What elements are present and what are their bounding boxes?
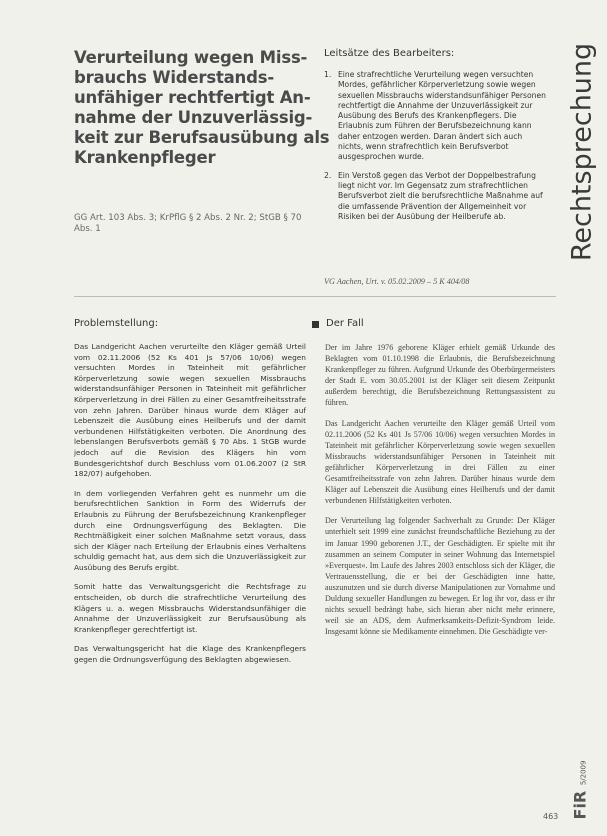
problem-paragraph: In dem vorliegenden Verfahren geht es nunmehr um die berufsrechtlichen Sanktion in Form des Widerrufs der Erlaubnis zu Führung der Berufsbezeichnung Krankenpfleger durch eine Ordnungsverfügung des Beklagten. Die Rechtmäßigkeit einer solchen Maßnahme setzt voraus, dass sich der Kläger nach Erteilung der Erlaubnis eines Verhaltens schuldig gemacht hat, aus dem sich die Unzuverlässigkeit zur Ausübung des Berufs ergibt. bbox=[74, 488, 306, 572]
leitsaetze-heading: Leitsätze des Bearbeiters: bbox=[324, 48, 455, 59]
leitsatz-item bbox=[324, 70, 548, 163]
problem-heading: Problemstellung: bbox=[74, 318, 159, 329]
title-line: brauchs Widerstands- bbox=[74, 68, 274, 87]
section-tab-label: Rechtsprechung bbox=[566, 42, 598, 262]
leitsatz-item bbox=[324, 171, 548, 222]
article-title bbox=[74, 48, 330, 168]
section-bullet bbox=[312, 321, 319, 328]
fall-paragraph: Der im Jahre 1976 geborene Kläger erhielt gemäß Urkunde des Beklagten vom 01.10.1998 die Erlaubnis, die Berufsbezeichnung Krankenpfleger zu führen. Aufgrund Urkunde des Oberbürgermeisters der Stadt E. vom 30.05.2001 ist der Kläger seit diesem Zeitpunkt außerdem berechtigt, die Berufsbezeichnung Rettungsassistent zu führen. bbox=[325, 343, 555, 408]
leitsatz-text: Ein Verstoß gegen das Verbot der Doppelbestrafung liegt nicht vor. Im Gegensatz zum strafrechtlichen Berufsverbot zielt die berufsrechtliche Maßnahme auf die umfassende Prävention der Allgemeinheit vor Risiken bei der Ausübung der Heilberufe ab. bbox=[338, 170, 543, 221]
problem-paragraph: Das Verwaltungsgericht hat die Klage des Krankenpflegers gegen die Ordnungsverfügung des Beklagten abgewiesen. bbox=[74, 644, 306, 665]
leitsatz-number: 1. bbox=[324, 70, 332, 79]
title-line: Krankenpfleger bbox=[74, 148, 216, 167]
journal-logo bbox=[560, 760, 600, 820]
problem-paragraph: Somit hatte das Verwaltungsgericht die Rechtsfrage zu entscheiden, ob durch die strafrechtliche Verurteilung des Klägers u. a. wegen Missbrauchs Widerstandsunfähiger die Annahme der Unzuverlässigkeit zur Berufsausübung als Krankenpfleger gerechtfertigt ist. bbox=[74, 582, 306, 634]
court-reference: VG Aachen, Urt. v. 05.02.2009 – 5 K 404/08 bbox=[324, 277, 470, 286]
title-line: Verurteilung wegen Miss- bbox=[74, 48, 308, 67]
section-tab bbox=[560, 32, 604, 272]
title-line: keit zur Berufsausübung als bbox=[74, 128, 330, 147]
problem-paragraph: Das Landgericht Aachen verurteilte den Kläger gemäß Urteil vom 02.11.2006 (52 Ks 401 Js 57/06 10/06) wegen versuchten Mordes in Tateinheit mit gefährlicher Körperverletzung sowie wegen sexuellen Missbrauchs widerstandsunfähiger Personen in Tateinheit mit gefährlicher Körperverletzung in drei Fällen zu einer Gesamtfreiheitsstrafe von zehn Jahren. Darüber hinaus wurde dem Kläger auf Lebenszeit die Ausübung eines Heilberufs und der damit verbundenen Hilfstätigkeiten verboten. Die Anordnung des lebenslangen Berufsverbots gemäß § 70 Abs. 1 StGB wurde jedoch auf die Revision des Klägers hin vom Bundesgerichtshof durch Beschluss vom 01.06.2007 (2 StR 182/07) aufgehoben. bbox=[74, 342, 306, 479]
fall-paragraph: Das Landgericht Aachen verurteilte den Kläger gemäß Urteil vom 02.11.2006 (52 Ks 401 Js 57/06 10/06) wegen versuchten Mordes in Tateinheit mit gefährlicher Körperverletzung sowie wegen sexuellen Missbrauchs widerstandsunfähiger Personen in Tateinheit mit gefährlicher Körperverletzung in drei Fällen zu einer Gesamtfreiheitsstrafe von zehn Jahren. Darüber hinaus wurde dem Kläger auf Lebenszeit die Ausübung eines Heilberufs und der damit verbundenen Hilfstätigkeiten verboten. bbox=[325, 418, 555, 506]
leitsatz-text: Eine strafrechtliche Verurteilung wegen versuchten Mordes, gefährlicher Körperverletzung sowie wegen sexuellen Missbrauchs widerstandsunfähiger Personen rechtfertigt die Annahme der Unzuverlässigkeit zur Ausübung des Berufs des Krankenpflegers. Die Erlaubnis zum Führen der Berufsbezeichnung kann daher entzogen werden. Daran ändert sich auch nichts, wenn strafrechtlich kein Berufsverbot ausgesprochen wurde. bbox=[338, 70, 546, 162]
section-divider bbox=[74, 296, 556, 297]
title-line: nahme der Unzuverlässig- bbox=[74, 108, 313, 127]
leitsatz-number: 2. bbox=[324, 170, 332, 180]
fall-paragraph: Der Verurteilung lag folgender Sachverhalt zu Grunde: Der Kläger unterhielt seit 1999 eine zunächst freundschaftliche Beziehung zu der im Januar 1990 geborenen J.T., der Geschädigten. Er spielte mit ihr zusammen an seinem Computer in seiner Wohnung das Internetspiel »Everquest«. Im Laufe des Jahres 2003 entschloss sich der Kläger, die Vertrauensstellung, die er bei der Geschädigten inne hatte, auszunutzen und sie durch diverse Manipulationen zur Vornahme und Duldung sexueller Handlungen zu bewegen. Er log ihr vor, dass er ihr nichts sexuell bedrängt habe, sich hieran aber nicht mehr erinnere, weil sie an ADS, dem Aufmerksamkeits-Defizit-Syndrom leide. Insgesamt könne sie Medikamente einnehmen. Die Geschädigte ver- bbox=[325, 516, 555, 637]
journal-logo-text: FiR 5/2009 bbox=[570, 760, 590, 820]
title-line: unfähiger rechtfertigt An- bbox=[74, 88, 311, 107]
fall-column bbox=[325, 342, 555, 646]
page-number: 463 bbox=[543, 812, 559, 821]
law-references: GG Art. 103 Abs. 3; KrPflG § 2 Abs. 2 Nr. 2; StGB § 70 Abs. 1 bbox=[74, 213, 302, 234]
problem-column bbox=[74, 342, 306, 675]
leitsaetze-list bbox=[324, 70, 548, 230]
fall-heading: Der Fall bbox=[326, 318, 364, 329]
